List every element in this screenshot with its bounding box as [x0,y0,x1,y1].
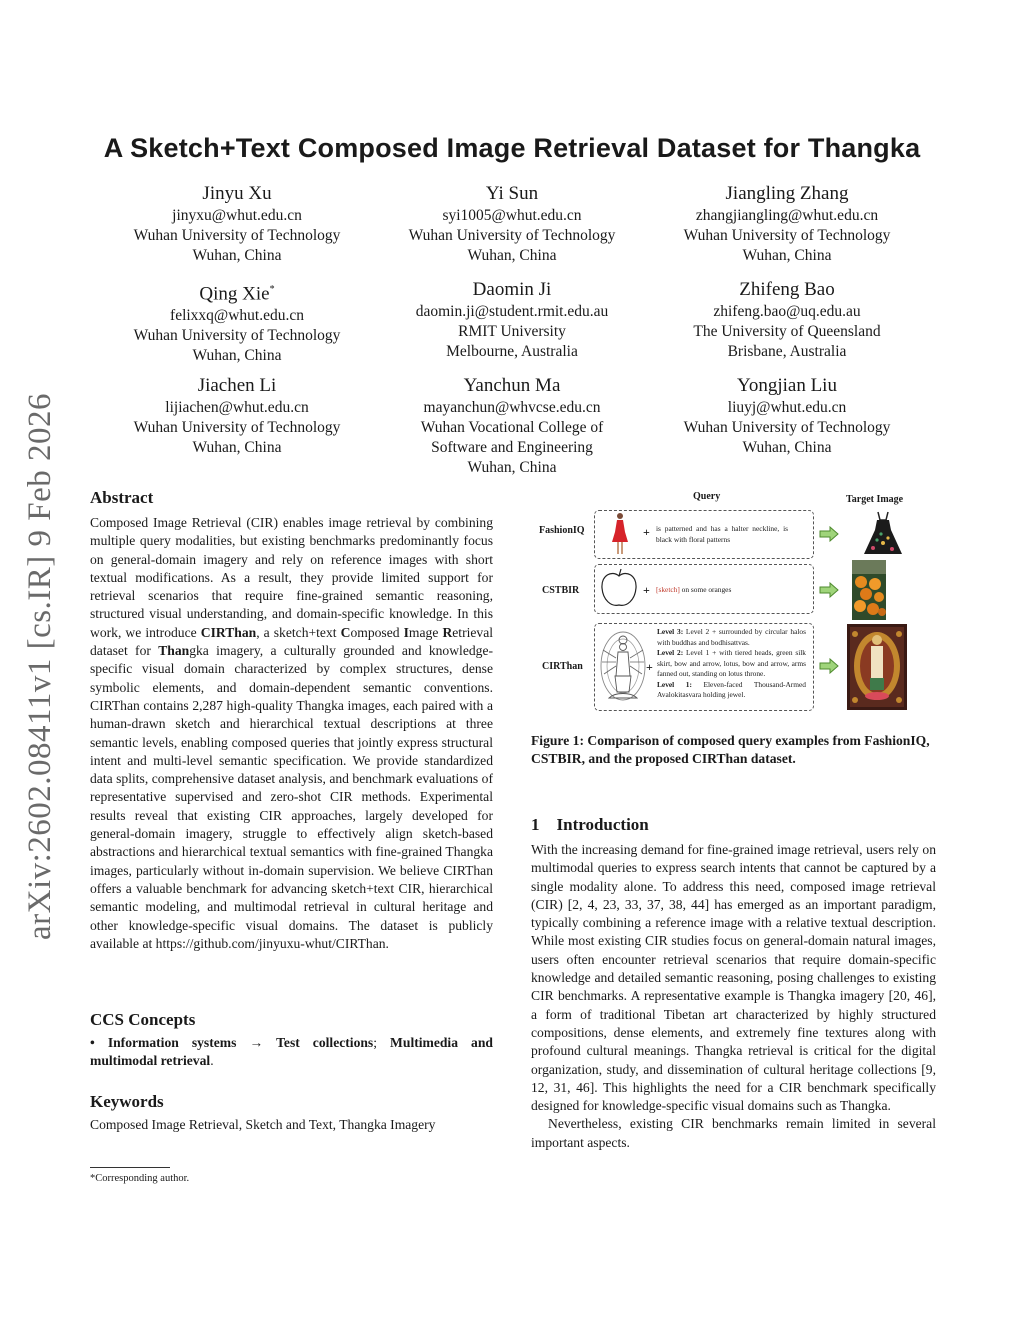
thangka-sketch-icon [599,628,647,706]
author-location: Wuhan, China [742,247,832,264]
arrow-right-icon [819,582,839,598]
abstract-section [90,488,493,953]
author-email: zhifeng.bao@uq.edu.au [713,303,861,320]
arxiv-identifier: arXiv:2602.08411v1 [cs.IR] 9 Feb 2026 [22,392,58,940]
thangka-target-image [847,624,907,710]
figure-target-header: Target Image [846,494,904,505]
query-text-fashioniq: is patterned and has a halter neckline, is black with floral patterns [656,524,788,544]
author-email: liuyj@whut.edu.cn [727,399,847,416]
plus-icon: + [646,660,653,674]
author-block-yi-sun [362,182,662,266]
author-affiliation: Wuhan University of Technology [683,419,891,436]
author-location: Wuhan, China [467,247,557,264]
author-location: Wuhan, China [742,439,832,456]
abstract-body: Composed Image Retrieval (CIR) enables image retrieval by combining multiple query modalities, but existing benchmarks predominantly focus on general-domain imagery and rely on reference images with short textual modifications. As a result, they provide limited support for retrieval scenarios that require fine-grained semantic reasoning, structured visual understanding, and domain-specific knowledge. In this work, we introduce CIRThan, a sketch+text Composed Image Retrieval dataset for Thangka imagery, a culturally grounded and knowledge-specific visual domain characterized by complex structures, dense symbolic elements, and domain-dependent semantic conventions. CIRThan contains 2,287 high-quality Thangka images, each paired with a human-drawn sketch and hierarchical textual descriptions at three semantic levels, enabling composed queries that jointly express structural intent and multi-level semantic specification. We provide standardized data splits, comprehensive dataset analysis, and benchmark evaluations of representative supervised and zero-shot CIR methods. Experimental results reveal that existing CIR approaches, largely developed for general-domain imagery, struggle to effectively align sketch-based abstractions and hierarchical textual semantics with fine-grained Thangka images, particularly without in-domain supervision. We believe CIRThan offers a valuable benchmark for advancing sketch+text CIR, hierarchical semantic modeling, and multimodal retrieval in cultural heritage and other knowledge-specific visual domains. The dataset is publicly available at https://github.com/jinyuxu-whut/CIRThan. [90,515,494,951]
author-affiliation: Wuhan University of Technology [133,419,341,436]
author-email: mayanchun@whvcse.edu.cn [423,399,601,416]
row-label-cstbir: CSTBIR [542,585,580,596]
level-2-description: Level 2: Level 1 + with tiered heads, green silk skirt, bow and arrow, lotus, bow and arrow, arms fanned out, standing on lotus throne. [657,648,806,678]
author-name: Jiachen Li [197,375,277,396]
row-label-fashioniq: FashionIQ [539,525,585,536]
arrow-right-icon [819,658,839,674]
figure-1-caption: Figure 1: Comparison of composed query examples from FashionIQ, CSTBIR, and the proposed CIRThan dataset. [531,733,930,766]
keywords-section [90,1092,493,1134]
ccs-concepts-section [90,1010,493,1071]
author-location: Wuhan, China [467,459,557,476]
row-label-cirthan: CIRThan [542,661,583,672]
black-floral-dress-target-icon [861,510,905,558]
introduction-paragraph-2: Nevertheless, existing CIR benchmarks remain limited in several important aspects. [531,1116,936,1150]
sketch-tag: [sketch] [656,585,680,594]
author-location: Wuhan, China [192,347,282,365]
author-affiliation-line2: Software and Engineering [431,439,593,456]
abstract-heading: Abstract [90,488,154,507]
author-location: Wuhan, China [192,439,282,456]
author-name: Qing Xie* [199,283,275,305]
author-location: Melbourne, Australia [446,343,578,360]
author-location: Wuhan, China [192,247,282,264]
introduction-section [531,815,936,1152]
author-affiliation: Wuhan University of Technology [408,227,616,244]
keywords-body: Composed Image Retrieval, Sketch and Text, Thangka Imagery [90,1117,436,1132]
ccs-body: • Information systems → Test collections; Multimedia and multimodal retrieval. [90,1035,493,1069]
arrow-right-icon [819,526,839,542]
level-1-description: Level 1: Eleven-faced Thousand-Armed Avalokitasvara holding jewel. [657,679,806,699]
figure-1 [531,488,936,716]
query-text-cirthan [657,627,806,701]
author-name: Jiangling Zhang [725,183,849,204]
author-name: Zhifeng Bao [739,279,835,300]
author-affiliation: RMIT University [458,323,566,340]
plus-icon: + [643,525,650,539]
corresponding-author-mark: * [269,284,275,295]
author-name: Yi Sun [485,183,539,204]
author-email: jinyxu@whut.edu.cn [172,207,302,224]
author-email: felixxq@whut.edu.cn [170,307,304,325]
author-block-jiangling-zhang [637,182,937,266]
figure-query-header: Query [693,491,721,502]
author-name: Jinyu Xu [202,183,272,204]
keywords-heading: Keywords [90,1092,164,1111]
query-text-cstbir: [sketch] on some oranges [656,585,732,594]
introduction-paragraph-1: With the increasing demand for fine-grained image retrieval, users rely on multimodal queries to express search intents that cannot be captured by a single modality alone. To address this need, composed image retrieval (CIR) [2, 4, 23, 33, 37, 38, 44] has emerged as an important paradigm, typically combining a reference image with a relative textual description. While most existing CIR studies focus on general-domain natural images, users often encounter retrieval scenarios that require domain-specific knowledge and detailed semantic reasoning, posing challenges to existing CIR benchmarks. A representative example is Thangka imagery [20, 46], a form of traditional Tibetan art characterized by highly structured compositions, dense elements, and extremely fine textures along with profound cultural meanings. Thangka retrieval is critical for the digital organization, study, and dissemination of cultural heritage collections [9, 12, 31, 46]. This highlights the need for a CIR benchmark specifically designed for knowledge-specific visual domains such as Thangka. [531,842,936,1114]
author-affiliation: Wuhan University of Technology [133,227,341,244]
footnote: *Corresponding author. [90,1173,190,1184]
level-3-description: Level 3: Level 2 + surrounded by circular halos with buddhas and bodhisattvas. [657,627,806,647]
author-block-jinyu-xu [87,182,387,266]
author-block-qing-xie [87,278,387,366]
author-block-jiachen-li [87,374,387,458]
author-email: syi1005@whut.edu.cn [442,207,582,224]
author-block-daomin-ji [362,278,662,362]
author-name: Yanchun Ma [463,375,561,396]
author-block-yanchun-ma [362,374,662,478]
author-block-yongjian-liu [637,374,937,458]
author-affiliation: Wuhan University of Technology [683,227,891,244]
paper-title: A Sketch+Text Composed Image Retrieval Dataset for Thangka [103,133,921,163]
introduction-heading: 1 Introduction [531,815,649,834]
section-number: 1 [531,815,540,834]
oranges-target-image [852,560,886,620]
author-email: zhangjiangling@whut.edu.cn [695,207,879,224]
plus-icon: + [643,583,650,597]
footnote-rule [90,1167,170,1168]
author-affiliation: Wuhan Vocational College of [420,419,604,436]
dataset-name: CIRThan [200,624,257,640]
author-block-zhifeng-bao [637,278,937,362]
author-email: daomin.ji@student.rmit.edu.au [415,303,609,320]
ccs-heading: CCS Concepts [90,1010,196,1029]
author-location: Brisbane, Australia [727,343,847,360]
apple-sketch-icon [598,568,640,610]
author-affiliation: The University of Queensland [693,323,881,340]
author-name: Daomin Ji [472,279,552,300]
red-dress-reference-icon [609,512,631,556]
author-name: Yongjian Liu [737,375,837,396]
author-affiliation: Wuhan University of Technology [133,327,341,345]
author-email: lijiachen@whut.edu.cn [165,399,309,416]
